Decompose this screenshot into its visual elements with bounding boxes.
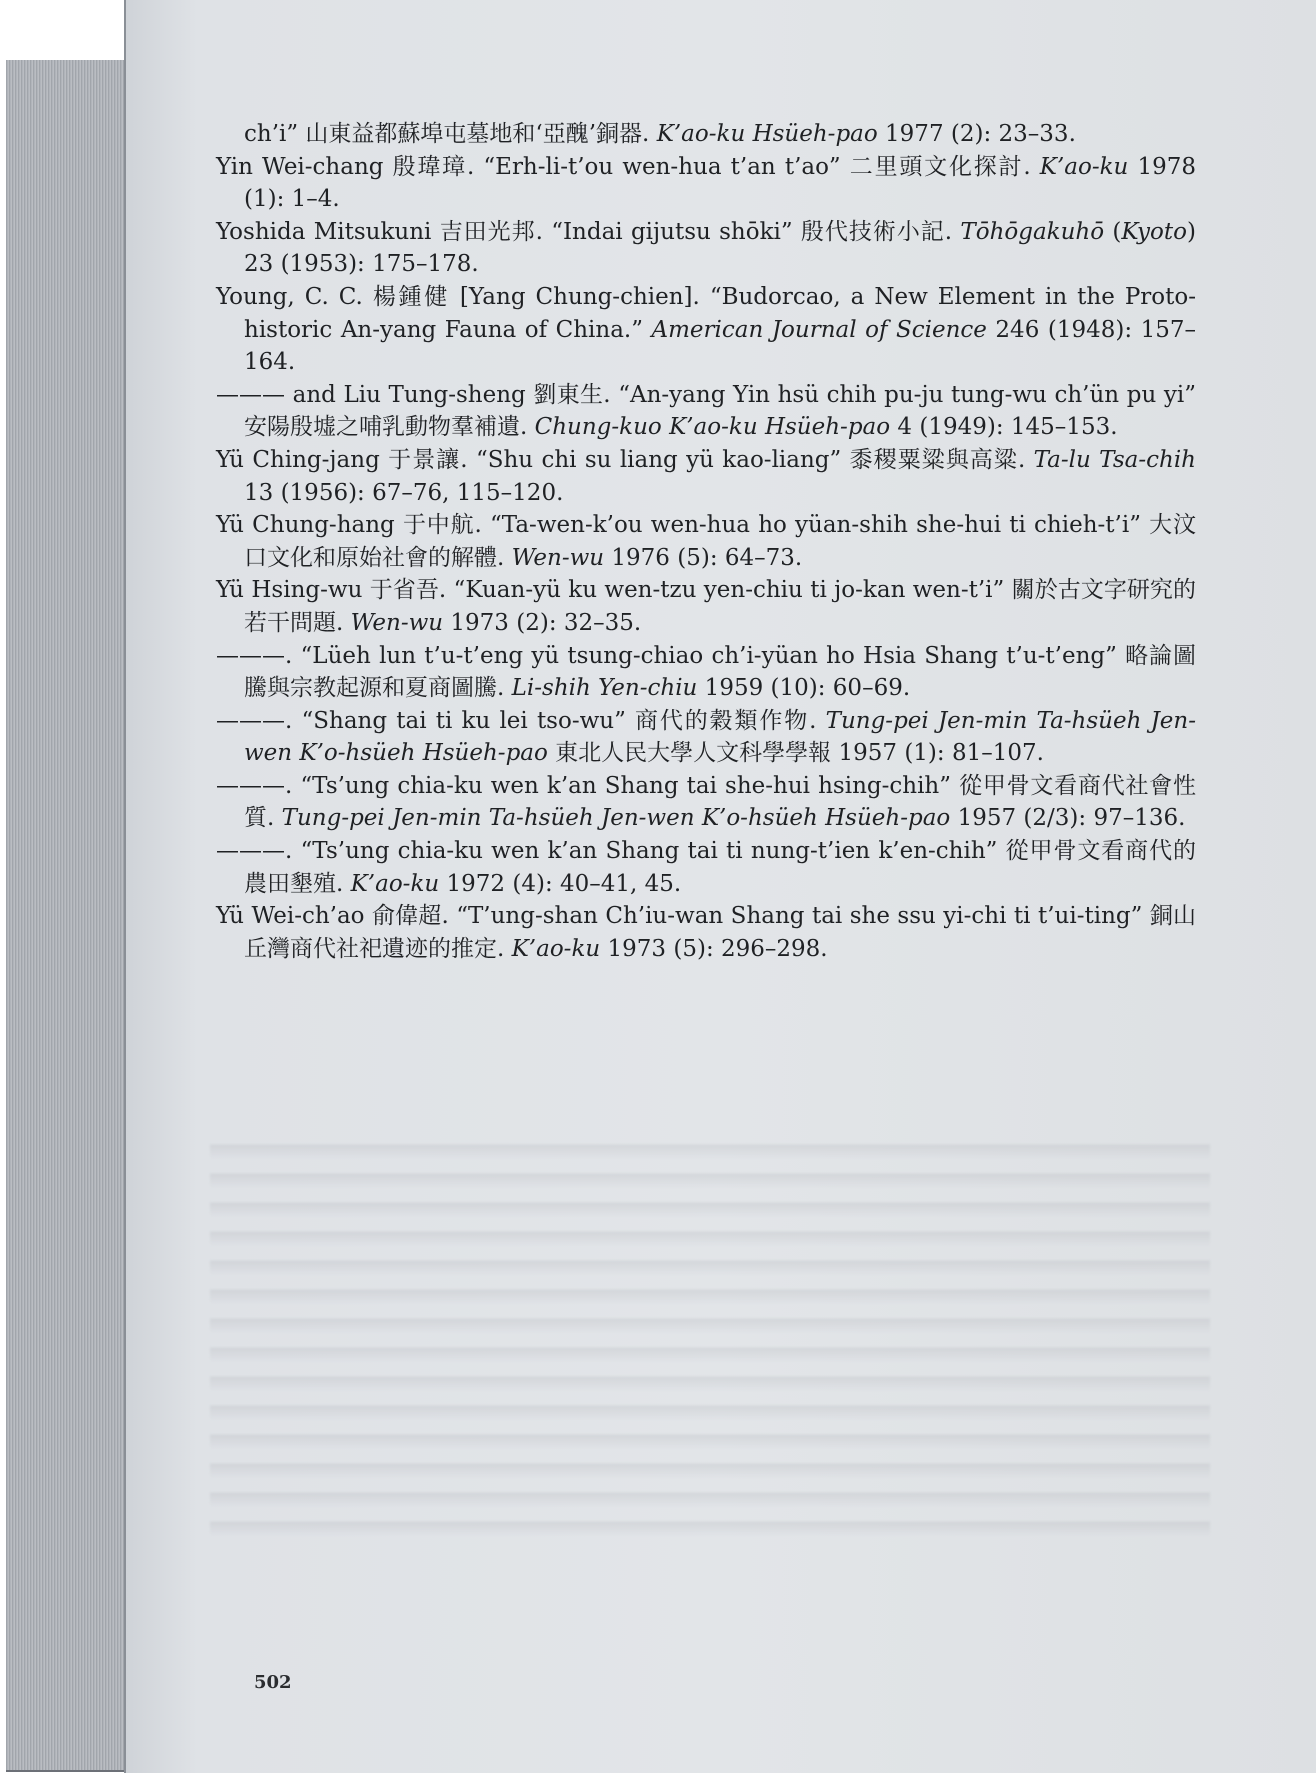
- entry-text: ) 23 (1953): 175–178.: [244, 218, 1196, 278]
- entry-text: Yü Hsing-wu 于省吾. “Kuan-yü ku wen-tzu yen-chiu ti jo-kan wen-t’i” 關於古文字研究的若干問題.: [216, 577, 1196, 636]
- entry-text: 1959 (10): 60–69.: [697, 675, 911, 702]
- publication-title: Li-shih Yen-chiu: [511, 675, 698, 702]
- entry-text: 1977 (2): 23–33.: [877, 121, 1076, 147]
- entry-text: 13 (1956): 67–76, 115–120.: [244, 479, 564, 506]
- entry-text: 1957 (2/3): 97–136.: [950, 805, 1186, 832]
- bibliography-entry: [216, 705, 1196, 770]
- publication-title: American Journal of Science: [651, 316, 987, 343]
- publication-title: K’ao-ku: [350, 870, 440, 897]
- publication-title: Tung-pei Jen-min Ta-hsüeh Jen-wen K’o-hsüeh Hsüeh-pao: [244, 707, 1196, 767]
- bibliography-entry: [216, 151, 1196, 216]
- entry-text: 東北人民大學人文科學學報 1957 (1): 81–107.: [547, 740, 1044, 767]
- entry-text: 246 (1948): 157–164.: [244, 316, 1196, 376]
- entry-text: (: [1104, 218, 1122, 245]
- bibliography-entry: [216, 574, 1196, 639]
- entry-text: ———. “Ts’ung chia-ku wen k’an Shang tai she-hui hsing-chih” 從甲骨文看商代社會性質.: [216, 772, 1196, 832]
- page-edges: [6, 60, 126, 1772]
- entry-text: 1973 (5): 296–298.: [600, 935, 828, 962]
- entry-text: ———. “Ts’ung chia-ku wen k’an Shang tai ti nung-t’ien k’en-chih” 從甲骨文看商代的農田墾殖.: [216, 838, 1196, 897]
- entry-text: Yin Wei-chang 殷瑋璋. “Erh-li-t’ou wen-hua t’an t’ao” 二里頭文化探討.: [216, 153, 1040, 180]
- show-through-text: [210, 1130, 1210, 1550]
- publication-title: Kyoto: [1121, 218, 1187, 245]
- entry-text: Yoshida Mitsukuni 吉田光邦. “Indai gijutsu shōki” 殷代技術小記.: [216, 218, 961, 245]
- entry-text: Young, C. C. 楊鍾健 [Yang Chung-chien]. “Budorcao, a New Element in the Proto-historic An-yang Fauna of China.”: [216, 283, 1196, 343]
- publication-title: K’ao-ku Hsüeh-pao: [656, 121, 878, 147]
- entry-text: ch’i” 山東益都蘇埠屯墓地和‘亞醜’銅器.: [244, 121, 657, 147]
- bibliography-list: [216, 118, 1196, 965]
- entry-text: ———. “Lüeh lun t’u-t’eng yü tsung-chiao ch’i-yüan ho Hsia Shang t’u-t’eng” 略論圖騰與宗教起源和夏商圖騰.: [216, 642, 1196, 702]
- entry-text: Yü Wei-ch’ao 俞偉超. “T’ung-shan Ch’iu-wan Shang tai she ssu yi-chi ti t’ui-ting” 銅山丘灣商代社祀遺迹的推定.: [216, 903, 1196, 962]
- bibliography-entry-continuation: [216, 118, 1196, 151]
- bibliography-entry: [216, 835, 1196, 900]
- bibliography-entry: [216, 640, 1196, 705]
- entry-text: 1972 (4): 40–41, 45.: [439, 870, 682, 897]
- entry-text: 1973 (2): 32–35.: [443, 609, 642, 636]
- bibliography-entry: [216, 216, 1196, 281]
- page-number: 502: [254, 1672, 292, 1693]
- publication-title: K’ao-ku: [511, 935, 601, 962]
- publication-title: Tōhōgakuhō: [960, 218, 1105, 245]
- bibliography-entry: [216, 770, 1196, 835]
- entry-text: 1978 (1): 1–4.: [244, 153, 1196, 213]
- bibliography-entry: [216, 509, 1196, 574]
- publication-title: Wen-wu: [511, 544, 605, 571]
- entry-text: Yü Ching-jang 于景讓. “Shu chi su liang yü kao-liang” 黍稷粟粱與高粱.: [216, 446, 1034, 473]
- entry-text: 4 (1949): 145–153.: [890, 414, 1118, 441]
- bibliography-entry: [216, 900, 1196, 965]
- publication-title: K’ao-ku: [1039, 153, 1129, 180]
- bibliography-entry: [216, 281, 1196, 379]
- publication-title: Ta-lu Tsa-chih: [1033, 446, 1196, 473]
- publication-title: Wen-wu: [350, 609, 444, 636]
- publication-title: Tung-pei Jen-min Ta-hsüeh Jen-wen K’o-hsüeh Hsüeh-pao: [281, 805, 951, 832]
- publication-title: Chung-kuo K’ao-ku Hsüeh-pao: [534, 414, 891, 441]
- entry-text: Yü Chung-hang 于中航. “Ta-wen-k’ou wen-hua ho yüan-shih she-hui ti chieh-t’i” 大汶口文化和原始社會的解體.: [216, 512, 1196, 571]
- bibliography-entry: [216, 444, 1196, 509]
- entry-text: ———. “Shang tai ti ku lei tso-wu” 商代的穀類作物.: [216, 707, 826, 734]
- entry-text: ——— and Liu Tung-sheng 劉東生. “An-yang Yin hsü chih pu-ju tung-wu ch’ün pu yi” 安陽殷墟之哺乳動物羣補遺.: [216, 381, 1196, 441]
- entry-text: 1976 (5): 64–73.: [604, 544, 803, 571]
- bibliography-entry: [216, 379, 1196, 444]
